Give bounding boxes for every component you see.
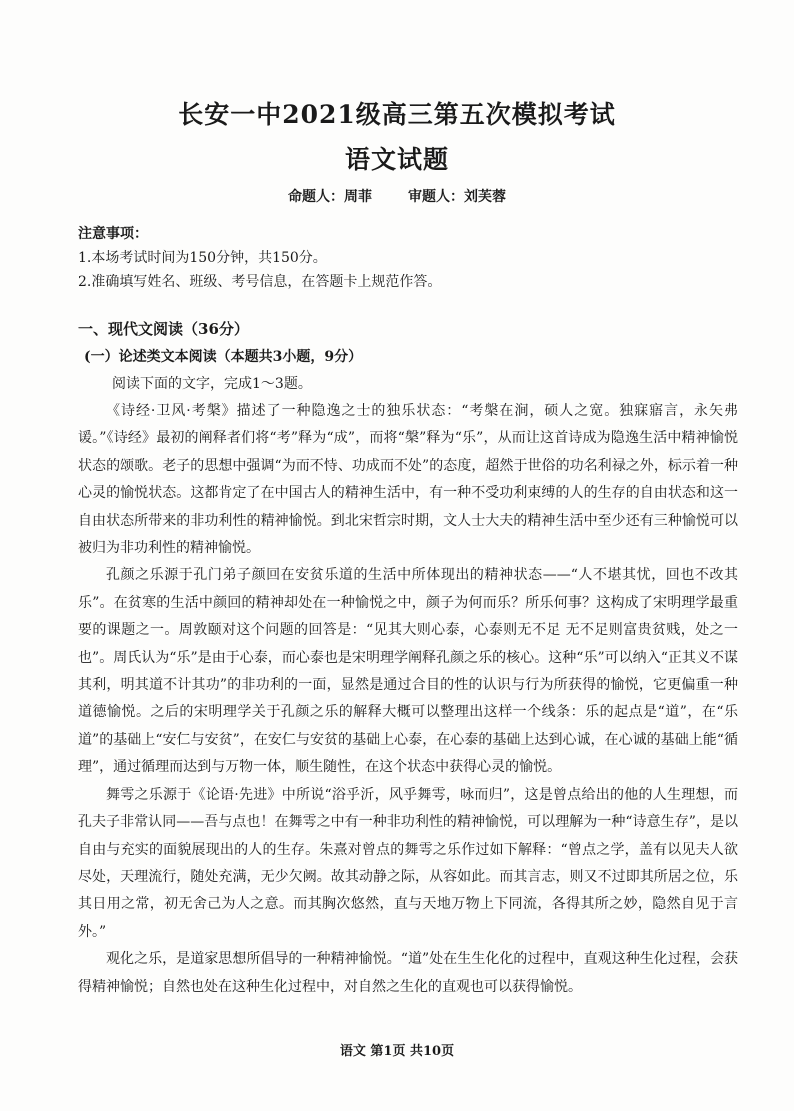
passage-paragraph: 孔颜之乐源于孔门弟子颜回在安贫乐道的生活中所体现出的精神状态——“人不堪其忧，回也不改其乐”。在贫寒的生活中颜回的精神却处在一种愉悦之中，颜子为何而乐？所乐何事？这构成了宋明理学最重要的课题之一。周敦颐对这个问题的回答是：“见其大则心泰，心泰则无不足 无不足则富贵贫贱，处之一也”。周氏认为“乐”是由于心泰，而心泰也是宋明理学阐释孔颜之乐的核心。这种“乐”可以纳入“正其义不谋其利，明其道不计其功”的非功利的一面，显然是通过合目的性的认识与行为所获得的愉悦，它更偏重一种道德愉悦。之后的宋明理学关于孔颜之乐的解释大概可以整理出这样一个线条：乐的起点是“道”，在“乐道”的基础上“安仁与安贫”，在安仁与安贫的基础上心泰，在心泰的基础上达到心诚，在心诚的基础上能“循理”，通过循理而达到与万物一体，顺生随性，在这个状态中获得心灵的愉悦。 [78,567,738,776]
page-footer: 语文 第1页 共10页 [339,1044,455,1059]
passage-paragraph: 《诗经·卫风·考槃》描述了一种隐逸之士的独乐状态：“考槃在涧，硕人之宽。独寐寤言，永矢弗谖。”《诗经》最初的阐释者们将“考”释为“成”，而将“槃”释为“乐”，从而让这首诗成为隐逸生活中精神愉悦状态的颂歌。老子的思想中强调“为而不恃、功成而不处”的态度，超然于世俗的功名利禄之外，标示着一种心灵的愉悦状态。这都肯定了在中国古人的精神生活中，有一种不受功利束缚的人的生存的自由状态和这一自由状态所带来的非功利性的精神愉悦。到北宋哲宗时期，文人士大夫的精神生活中至少还有三种愉悦可以被归为非功利性的精神愉悦。 [78,403,738,557]
notice-item: 2.准确填写姓名、班级、考号信息，在答题卡上规范作答。 [78,274,442,290]
reviewer-label: 审题人：刘芙蓉 [408,189,506,205]
passage-paragraph: 观化之乐，是道家思想所倡导的一种精神愉悦。“道”处在生生化化的过程中，直观这种生化过程，会获得精神愉悦；自然也处在这种生化过程中，对自然之生化的直观也可以获得愉悦。 [78,951,738,995]
reading-instruction: 阅读下面的文字，完成1～3题。 [112,376,312,392]
notice-heading: 注意事项： [78,226,148,242]
reading-passage [78,398,738,1001]
author-label: 命题人：周菲 [288,189,372,205]
exam-subtitle: 语文试题 [344,145,449,174]
section-title: 一、现代文阅读（36分） [78,320,249,338]
passage-paragraph: 舞雩之乐源于《论语·先进》中所说“浴乎沂，风乎舞雩，咏而归”，这是曾点给出的他的人生理想，而孔夫子非常认同——吾与点也！在舞雩之中有一种非功利性的精神愉悦，可以理解为一种“诗意生存”，是以自由与充实的面貌展现出的人的生存。朱熹对曾点的舞雩之乐作过如下解释：“曾点之学，盖有以见夫人欲尽处，天理流行，随处充满，无少欠阙。故其动静之际，从容如此。而其言志，则又不过即其所居之位，乐其日用之常，初无舍己为人之意。而其胸次悠然，直与天地万物上下同流，各得其所之妙，隐然自见于言外。” [78,786,738,940]
authors-line [0,186,794,206]
subsection-title: (一）论述类文本阅读（本题共3小题，9分） [84,349,363,365]
exam-title: 长安一中2021级高三第五次模拟考试 [178,100,616,129]
notice-item: 1.本场考试时间为150分钟，共150分。 [78,250,327,266]
